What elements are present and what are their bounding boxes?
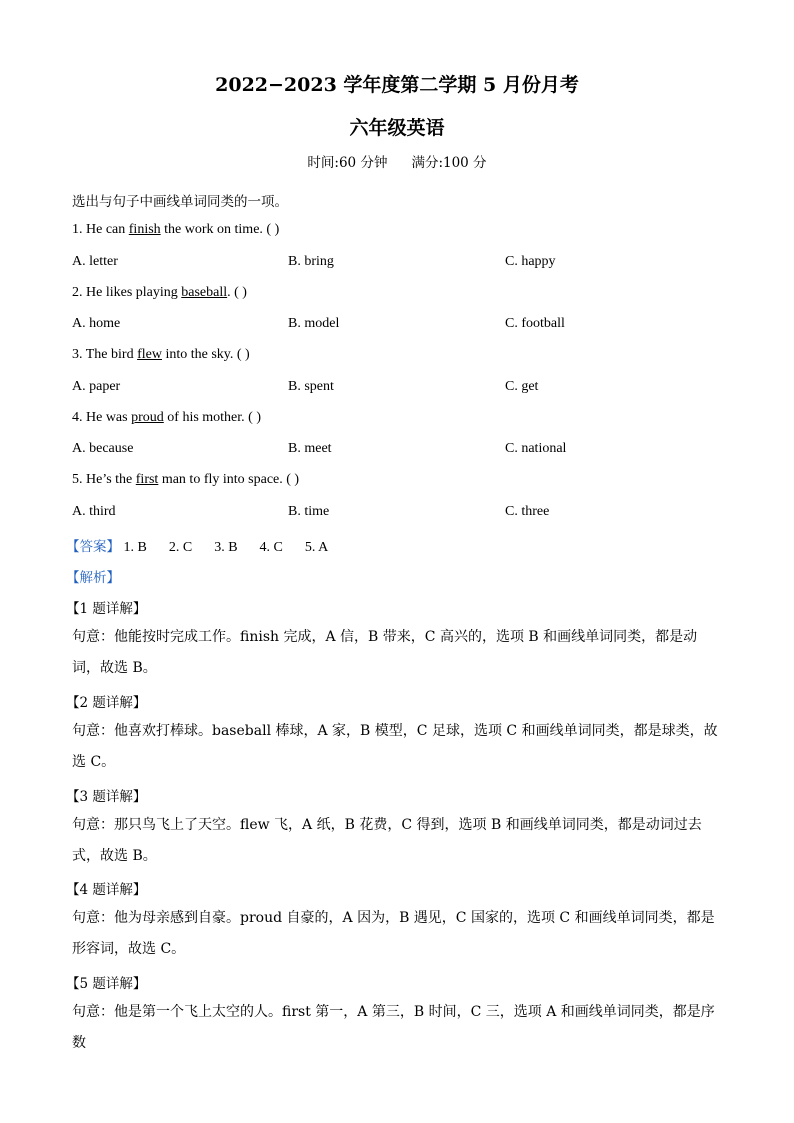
- question-2: [72, 285, 247, 301]
- answer-item: 1. B: [123, 540, 147, 555]
- option-c: C. football: [505, 316, 565, 331]
- answer-item: 5. A: [304, 540, 329, 555]
- exam-meta: [0, 151, 794, 171]
- analysis-label: 【解析】: [66, 570, 120, 586]
- detail-text: 句意：他为母亲感到自豪。proud 自豪的，A 因为，B 遇见，C 国家的，选项 C 和画线单词同类，都是形容词，故选 C。: [72, 910, 715, 957]
- detail-text: 句意：他是第一个飞上太空的人。first 第一，A 第三，B 时间，C 三，选项 A 和画线单词同类，都是序数: [72, 1004, 715, 1051]
- option-a: A. home: [72, 316, 121, 331]
- option-b: B. bring: [288, 254, 334, 269]
- underlined-word: proud: [131, 410, 164, 425]
- exam-time: 时间:60 分钟: [307, 155, 388, 171]
- question-text: into the sky. ( ): [161, 347, 250, 362]
- question-1: [72, 222, 279, 238]
- option-b: B. time: [288, 504, 330, 519]
- page-subtitle: 六年级英语: [349, 117, 445, 139]
- option-b: B. spent: [288, 379, 334, 394]
- option-c: C. three: [505, 504, 550, 519]
- option-c: C. national: [505, 441, 567, 456]
- detail-text: 句意：他喜欢打棒球。baseball 棒球，A 家，B 模型，C 足球，选项 C 和画线单词同类，都是球类，故选 C。: [72, 723, 718, 770]
- underlined-word: first: [135, 472, 159, 487]
- option-a: A. paper: [72, 379, 121, 394]
- option-a: A. third: [72, 504, 116, 519]
- question-text: the work on time. ( ): [160, 222, 280, 237]
- question-3: [72, 347, 250, 363]
- option-a: A. letter: [72, 254, 118, 269]
- question-text: 3. The bird: [72, 347, 138, 362]
- page-title: 2022−2023 学年度第二学期 5 月份月考: [215, 74, 579, 96]
- option-a: A. because: [72, 441, 134, 456]
- instruction: 选出与句子中画线单词同类的一项。: [72, 194, 288, 210]
- answer-item: 4. C: [259, 540, 283, 555]
- detail-heading: 【3 题详解】: [66, 789, 147, 805]
- question-text: . ( ): [227, 285, 247, 300]
- underlined-word: finish: [128, 222, 161, 237]
- option-b: B. meet: [288, 441, 332, 456]
- answer-label: 【答案】: [66, 539, 120, 555]
- option-c: C. get: [505, 379, 539, 394]
- answer-item: 3. B: [214, 540, 238, 555]
- question-text: 5. He’s the: [72, 472, 136, 487]
- detail-heading: 【5 题详解】: [66, 976, 147, 992]
- detail-heading: 【2 题详解】: [66, 695, 147, 711]
- answer-item: 2. C: [168, 540, 193, 555]
- underlined-word: flew: [137, 347, 162, 362]
- option-b: B. model: [288, 316, 340, 331]
- question-text: of his mother. ( ): [163, 410, 261, 425]
- option-c: C. happy: [505, 254, 556, 269]
- detail-heading: 【4 题详解】: [66, 882, 147, 898]
- answer-line: [66, 535, 350, 556]
- question-text: 2. He likes playing: [72, 285, 182, 300]
- exam-score: 满分:100 分: [411, 155, 487, 171]
- detail-text: 句意：那只鸟飞上了天空。flew 飞，A 纸，B 花费，C 得到，选项 B 和画线单词同类，都是动词过去式，故选 B。: [72, 817, 702, 864]
- question-4: [72, 410, 261, 426]
- detail-text: 句意：他能按时完成工作。finish 完成，A 信，B 带来，C 高兴的，选项 B 和画线单词同类，都是动词，故选 B。: [72, 629, 698, 676]
- detail-heading: 【1 题详解】: [66, 601, 147, 617]
- question-text: 1. He can: [72, 222, 129, 237]
- question-text: man to fly into space. ( ): [158, 472, 300, 487]
- question-text: 4. He was: [72, 410, 132, 425]
- underlined-word: baseball: [181, 285, 228, 300]
- question-5: [72, 472, 299, 488]
